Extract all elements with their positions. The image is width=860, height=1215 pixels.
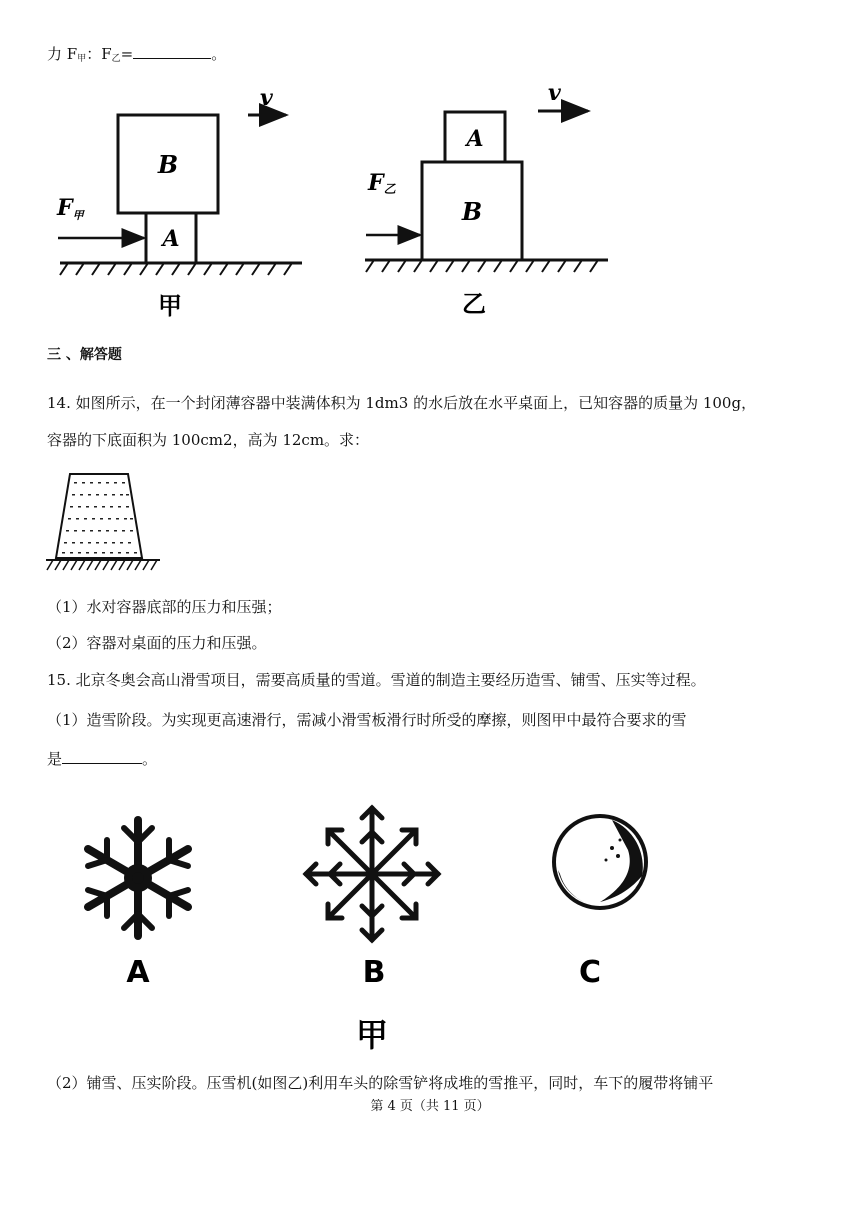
section-heading: 三 、解答题 [47,347,122,363]
snow-label-a: A [126,955,150,990]
q14-line1: 14. 如图所示，在一个封闭薄容器中装满体积为 1dm3 的水后放在水平桌面上，已知容器的质量为 100g， [47,394,757,412]
caption-jia: 甲 [158,292,182,320]
block-b-bottom-label: B [461,197,483,226]
snow-label-b: B [362,955,386,990]
velocity-label-yi: v [548,80,561,106]
page-footer: 第 4 页（共 11 页） [370,1099,490,1114]
q15-sub1-line2: 是 。 [47,750,158,768]
snowflake-a [88,820,188,936]
caption-yi: 乙 [462,290,486,318]
snow-figure [60,790,680,1060]
snowball-c [554,816,646,908]
ground-hatch-yi [366,260,598,272]
q15-sub2-line1: （2）铺雪、压实阶段。压雪机(如图乙)利用车头的除雪铲将成堆的雪推平，同时，车下的履带将铺平 [47,1074,714,1092]
q13-answer-line: 力 $F_甲$：$F_乙=$ 。 [47,45,227,64]
container-figure [44,468,164,576]
force-label: F甲 [57,195,84,222]
container-body [56,474,142,558]
snowflake-b [306,808,438,940]
blocks-figure [40,80,620,325]
snow-caption: 甲 [355,1016,389,1054]
block-a-label: A [162,226,180,252]
ground-hatch [60,263,292,275]
force-label-yi: F乙 [368,170,396,196]
q14-line2: 容器的下底面积为 100cm2，高为 12cm。求： [47,431,370,449]
figure-jia [56,85,302,320]
answer-blank[interactable] [133,44,211,59]
answer-blank-snow[interactable] [62,749,142,764]
q15-line1: 15. 北京冬奥会高山滑雪项目，需要高质量的雪道。雪道的制造主要经历造雪、铺雪、压实等过程。 [47,671,706,689]
figure-yi [365,80,608,318]
q14-sub2: （2）容器对桌面的压力和压强。 [47,634,267,652]
q14-sub1: （1）水对容器底部的压力和压强； [47,598,282,616]
q15-sub1-line1: （1）造雪阶段。为实现更高速滑行，需减小滑雪板滑行时所受的摩擦，则图甲中最符合要求的雪 [47,711,687,729]
table-hatch [47,560,157,570]
snow-label-c: C [578,955,602,990]
velocity-label: v [260,85,273,111]
block-a-top-label: A [466,126,484,152]
block-b-label: B [157,150,179,179]
